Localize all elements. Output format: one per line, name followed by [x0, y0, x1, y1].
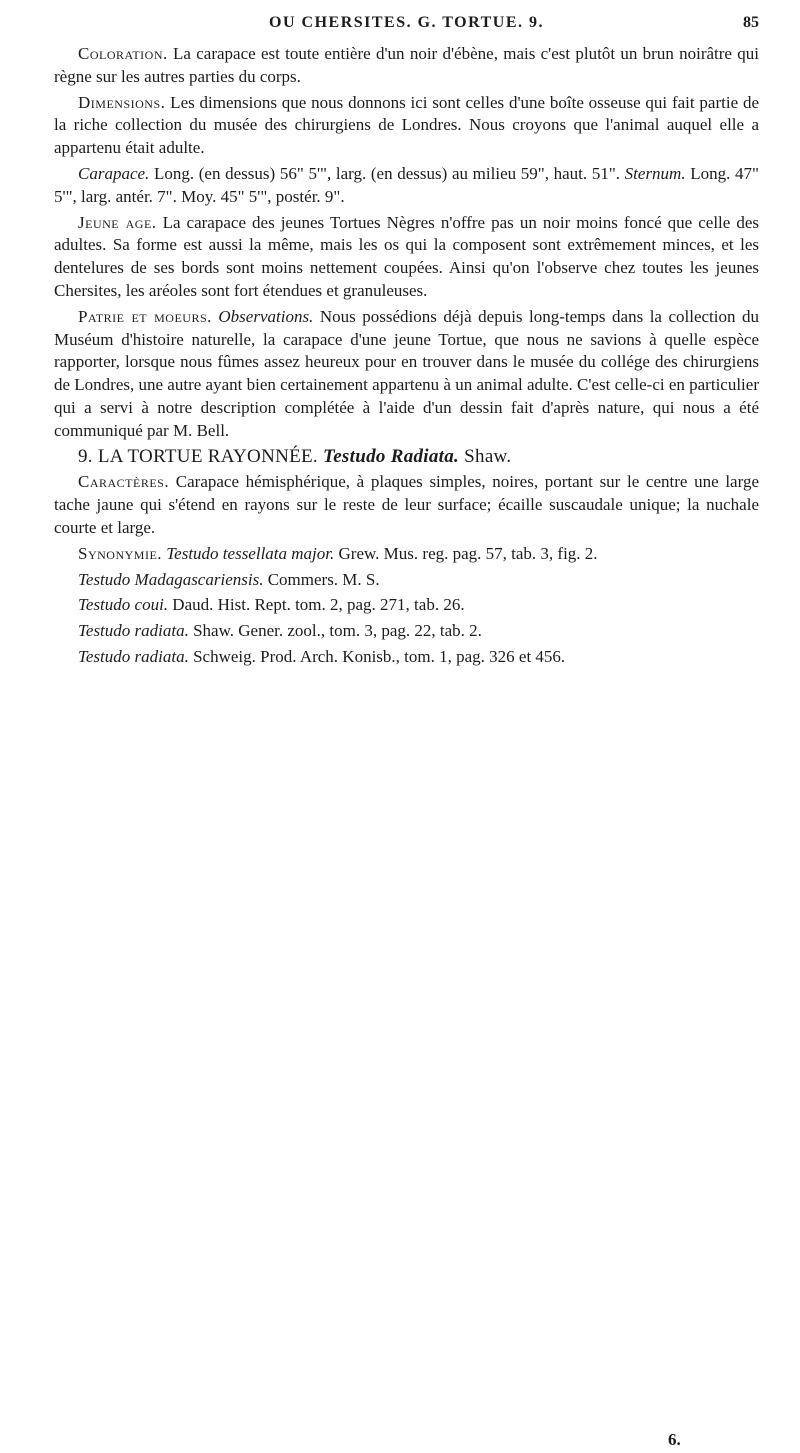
species-author: Shaw.: [459, 445, 512, 467]
paragraph-coloration: [54, 43, 759, 89]
text-coloration: La carapace est toute entière d'un noir d'ébène, mais c'est plutôt un brun noirâtre qui règne sur les autres parties du corps.: [54, 44, 759, 86]
page-number: 85: [743, 14, 759, 31]
text-jeune-age: La carapace des jeunes Tortues Nègres n'offre pas un noir moins foncé que celle des adultes. Sa forme est aussi la même, mais les os qui la composent sont extrêmement minces, et les dentelures de ses bords sont moins nettement coupées. Ainsi qu'on l'observe chez toutes les jeunes Chersites, les aréoles sont fort étendues et granuleuses.: [54, 212, 759, 300]
synonym-ref: Daud. Hist. Rept. tom. 2, pag. 271, tab. 26.: [168, 595, 465, 615]
label-caracteres: Caractères.: [78, 472, 170, 492]
running-head-title: OU CHERSITES. G. TORTUE. 9.: [269, 14, 544, 31]
species-latin-name: Testudo Radiata.: [323, 445, 460, 467]
text-sternum: Long. 47" 5'", larg. antér. 7". Moy. 45" 5'", postér. 9".: [54, 163, 759, 206]
label-carapace: Carapace.: [78, 163, 150, 183]
synonym-ref: Schweig. Prod. Arch. Konisb., tom. 1, pag. 326 et 456.: [188, 646, 566, 666]
paragraph-dimensions: [54, 92, 759, 160]
synonym-entry: [54, 594, 759, 617]
label-dimensions: Dimensions.: [78, 92, 166, 112]
body-text: [54, 43, 759, 672]
synonym-entry: [54, 620, 759, 643]
species-number-name: 9. LA TORTUE RAYONNÉE.: [78, 445, 324, 467]
running-head: [54, 14, 759, 38]
species-heading: [54, 446, 759, 469]
paragraph-synonymie: [54, 543, 759, 566]
label-synonymie: Synonymie.: [78, 543, 163, 563]
paragraph-patrie: [54, 306, 759, 443]
synonym-name: Testudo coui.: [78, 595, 169, 615]
signature-mark: 6.: [668, 1430, 681, 1449]
label-jeune-age: Jeune age.: [78, 212, 157, 232]
synonym-ref: Commers. M. S.: [263, 569, 380, 589]
synonym-first-ref: Grew. Mus. reg. pag. 57, tab. 3, fig. 2.: [334, 543, 598, 563]
paragraph-caracteres: [54, 471, 759, 539]
synonym-entry: [54, 569, 759, 592]
text-caracteres: Carapace hémisphérique, à plaques simples, noires, portant sur le centre une large tache jaune qui s'étend en rayons sur le reste de leur surface; écaille suscaudale unique; la nuchale courte et large.: [54, 472, 759, 537]
synonym-ref: Shaw. Gener. zool., tom. 3, pag. 22, tab. 2.: [188, 621, 482, 641]
text-carapace: Long. (en dessus) 56" 5'", larg. (en dessus) au milieu 59", haut. 51".: [149, 163, 625, 183]
text-dimensions: Les dimensions que nous donnons ici sont celles d'une boîte osseuse qui fait partie de la riche collection du musée des chirurgiens de Londres. Nous croyons que l'animal auquel elle a appartenu était adulte.: [54, 92, 759, 158]
synonym-first-name: Testudo tessellata major.: [162, 543, 335, 563]
text-patrie: Nous possédions déjà depuis long-temps dans la collection du Muséum d'histoire naturelle, la carapace d'une jeune Tortue, que nous ne savions à quelle espèce rapporter, lorsque nous fûmes assez heureux pour en trouver dans le musée du collége des chirurgiens de Londres, une autre ayant bien certainement appartenu à un animal adulte. C'est celle-ci en particulier qui a servi à notre description complétée à l'aide d'un dessin fait d'après nature, qui nous a été communiqué par M. Bell.: [54, 306, 759, 440]
label-observations: Observations.: [211, 306, 314, 326]
label-patrie: Patrie et moeurs.: [78, 306, 212, 326]
paragraph-jeune-age: [54, 212, 759, 303]
synonym-entry: [54, 646, 759, 669]
paragraph-measurements: [54, 163, 759, 209]
label-sternum: Sternum.: [624, 163, 686, 183]
synonym-name: Testudo radiata.: [78, 621, 189, 641]
synonym-name: Testudo radiata.: [78, 646, 189, 666]
synonym-name: Testudo Madagascariensis.: [78, 569, 264, 589]
label-coloration: Coloration.: [78, 44, 168, 63]
